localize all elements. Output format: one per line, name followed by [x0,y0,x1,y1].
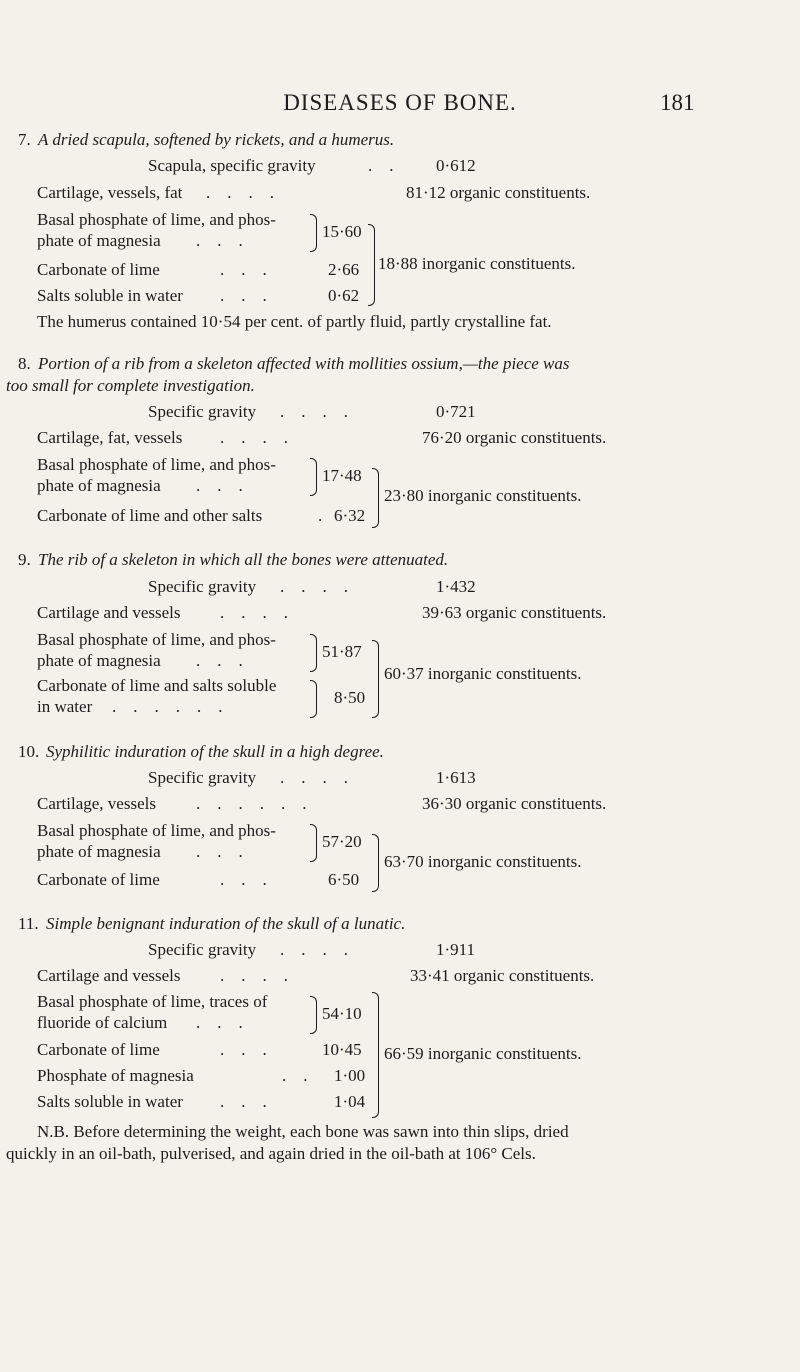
subhead-value: 1·432 [436,577,476,596]
row-value: 81·12 organic constituents. [406,183,591,202]
row-value: 8·50 [334,688,366,707]
section-title: Portion of a rib from a skeleton affected with mollities ossium,—the piece was [38,354,570,373]
leader-dots: . . . [196,651,243,670]
row-label: Basal phosphate of lime, and phos- [37,210,276,229]
row-value: 17·48 [322,466,362,485]
row-label-cont: phate of magnesia [37,476,161,495]
section-number: 11. [18,914,39,933]
leader-dots: . . . [220,1092,267,1111]
row-label: Basal phosphate of lime, and phos- [37,455,276,474]
right-brace [310,824,317,862]
leader-dots: . . . . [280,402,348,421]
running-head: DISEASES OF BONE. [283,90,517,115]
leader-dots: . . . [220,286,267,305]
subhead-label: Specific gravity [148,577,257,596]
right-brace [310,680,317,718]
row-label: Basal phosphate of lime, and phos- [37,821,276,840]
section-title-cont: too small for complete investigation. [6,376,255,395]
row-value: 2·66 [328,260,360,279]
row-label: Salts soluble in water [37,286,183,305]
leader-dots: . . . . [280,768,348,787]
row-label: Carbonate of lime [37,1040,160,1059]
section-number: 9. [18,550,31,569]
leader-dots: . . . . [280,577,348,596]
leader-dots: . . [282,1066,308,1085]
row-label: Basal phosphate of lime, and phos- [37,630,276,649]
page-number: 181 [660,90,695,115]
leader-dots: . . . [196,1013,243,1032]
group-total: 18·88 inorganic constituents. [378,254,576,273]
leader-dots: . . . [196,476,243,495]
row-label: Carbonate of lime [37,260,160,279]
subhead-label: Specific gravity [148,402,257,421]
section-number: 8. [18,354,31,373]
footnote-line: quickly in an oil-bath, pulverised, and again dried in the oil-bath at 106° Cels. [6,1144,536,1163]
section-title: Syphilitic induration of the skull in a high degree. [46,742,384,761]
subhead-value: 0·612 [436,156,476,175]
right-brace [372,640,379,718]
right-brace [372,834,379,892]
subhead-value: 1·911 [436,940,476,959]
right-brace [310,996,317,1034]
row-value: 39·63 organic constituents. [422,603,607,622]
right-brace [368,224,375,306]
row-label-cont: in water [37,697,93,716]
leader-dots: . . . . [220,603,288,622]
section-number: 10. [18,742,40,761]
leader-dots: . . . [220,1040,267,1059]
row-value: 0·62 [328,286,360,305]
section-note: The humerus contained 10·54 per cent. of partly fluid, partly crystalline fat. [37,312,552,331]
row-value: 1·04 [334,1092,366,1111]
subhead-value: 0·721 [436,402,476,421]
row-label: Carbonate of lime and other salts [37,506,263,525]
row-label: Cartilage, vessels [37,794,156,813]
group-total: 63·70 inorganic constituents. [384,852,582,871]
section-title: The rib of a skeleton in which all the bones were attenuated. [38,550,449,569]
leader-dots: . . . . . . [196,794,307,813]
row-label-cont: phate of magnesia [37,231,161,250]
row-value: 51·87 [322,642,362,661]
row-label: Carbonate of lime [37,870,160,889]
subhead-value: 1·613 [436,768,476,787]
leader-dots: . . . . . . [112,697,223,716]
leader-dots: . . [368,156,394,175]
leader-dots: . . . [220,260,267,279]
row-value: 6·50 [328,870,360,889]
right-brace [310,634,317,672]
subhead-label: Scapula, specific gravity [148,156,316,175]
row-label: Salts soluble in water [37,1092,183,1111]
leader-dots: . . . [196,842,243,861]
leader-dots: . . . . [220,428,288,447]
right-brace [310,214,317,252]
row-value: 33·41 organic constituents. [410,966,595,985]
row-value: 1·00 [334,1066,366,1085]
row-value: 54·10 [322,1004,362,1023]
row-label: Basal phosphate of lime, traces of [37,992,268,1011]
section-title: Simple benignant induration of the skull of a lunatic. [46,914,406,933]
leader-dots: . . . [220,870,267,889]
leader-dots: . . . . [206,183,274,202]
row-label: Phosphate of magnesia [37,1066,194,1085]
leader-dots: . . . [196,231,243,250]
footnote-line: N.B. Before determining the weight, each bone was sawn into thin slips, dried [37,1122,569,1141]
right-brace [310,458,317,496]
subhead-label: Specific gravity [148,768,257,787]
row-label: Carbonate of lime and salts soluble [37,676,277,695]
row-label: Cartilage, vessels, fat [37,183,183,202]
right-brace [372,468,379,528]
row-label-cont: phate of magnesia [37,842,161,861]
row-value: 10·45 [322,1040,362,1059]
row-value: 76·20 organic constituents. [422,428,607,447]
row-value: 57·20 [322,832,362,851]
group-total: 60·37 inorganic constituents. [384,664,582,683]
row-label: Cartilage and vessels [37,603,181,622]
leader-dots: . . . . [280,940,348,959]
section-title: A dried scapula, softened by rickets, and a humerus. [38,130,395,149]
row-label-cont: fluoride of calcium [37,1013,168,1032]
row-value: 15·60 [322,222,362,241]
group-total: 23·80 inorganic constituents. [384,486,582,505]
row-label: Cartilage and vessels [37,966,181,985]
row-value: 6·32 [334,506,366,525]
leader-dots: . . . . [220,966,288,985]
row-value: 36·30 organic constituents. [422,794,607,813]
subhead-label: Specific gravity [148,940,257,959]
section-number: 7. [18,130,31,149]
row-label-cont: phate of magnesia [37,651,161,670]
right-brace [372,992,379,1118]
row-label: Cartilage, fat, vessels [37,428,183,447]
leader-dots: . [318,506,323,525]
group-total: 66·59 inorganic constituents. [384,1044,582,1063]
